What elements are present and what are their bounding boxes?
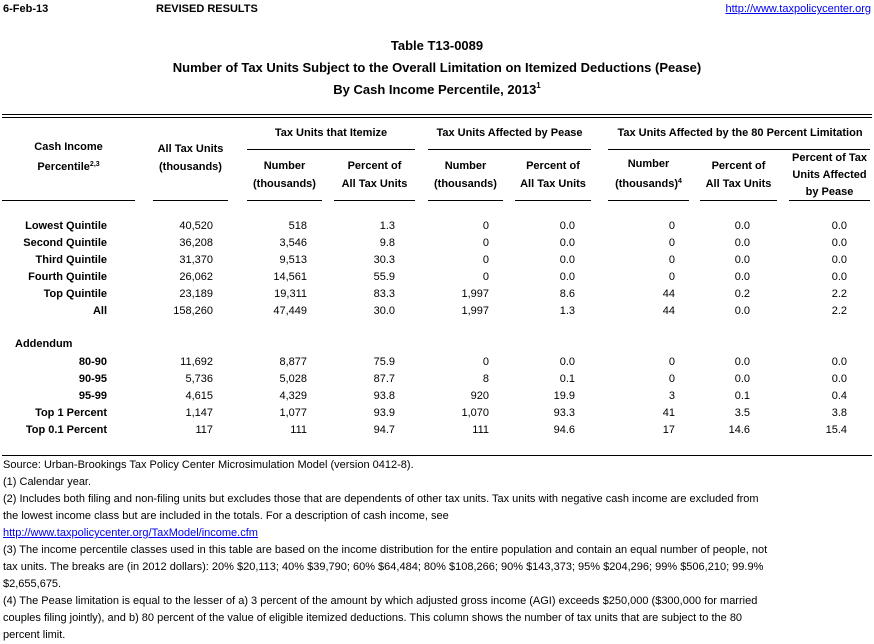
- cell-limit80-percent: 0.0: [734, 271, 750, 283]
- footnote-2-line1: (2) Includes both filing and non-filing units but excludes those that are dependents of other tax units. Tax units with negative cash income are excluded from: [3, 493, 759, 505]
- row-label: 80-90: [78, 356, 107, 368]
- number-header-line1: Number: [627, 158, 670, 170]
- cell-itemize-percent: 93.8: [373, 390, 395, 402]
- row-label: Top 1 Percent: [35, 407, 107, 419]
- row-label: 95-99: [78, 390, 107, 402]
- source-note: Source: Urban-Brookings Tax Policy Center Microsimulation Model (version 0412-8).: [3, 459, 414, 471]
- number-header-line2: [608, 173, 689, 193]
- addendum-label: Addendum: [15, 338, 73, 350]
- cell-percent-of-pease: 0.0: [831, 254, 847, 266]
- cell-limit80-percent: 14.6: [728, 424, 750, 436]
- cell-percent-of-pease: 0.0: [831, 220, 847, 232]
- row-label: 90-95: [78, 373, 107, 385]
- top-rule-1: [2, 114, 872, 115]
- cell-pease-percent: 0.1: [559, 373, 575, 385]
- row-label: Top 0.1 Percent: [25, 424, 107, 436]
- cell-itemize-number: 9,513: [279, 254, 307, 266]
- col-header-percentile: [2, 138, 135, 176]
- col-header-pease-percent: [515, 157, 591, 193]
- cell-pease-number: 1,997: [461, 305, 489, 317]
- cell-itemize-percent: 75.9: [373, 356, 395, 368]
- number-header-line2: (thousands): [434, 178, 497, 190]
- cell-all-tax-units: 36,208: [179, 237, 213, 249]
- cell-limit80-percent: 3.5: [734, 407, 750, 419]
- pct-pease-header-line2: Units Affected: [792, 169, 867, 181]
- cell-pease-number: 1,997: [461, 288, 489, 300]
- number-header-line1: Number: [444, 160, 487, 172]
- cell-pease-number: 920: [470, 390, 489, 402]
- col-header-itemize-number: [247, 157, 322, 193]
- cell-limit80-percent: 0.1: [734, 390, 750, 402]
- cell-itemize-number: 111: [290, 424, 307, 436]
- cell-percent-of-pease: 15.4: [825, 424, 847, 436]
- row-label: All: [92, 305, 107, 317]
- cell-pease-percent: 0.0: [559, 220, 575, 232]
- cell-limit80-number: 0: [668, 373, 675, 385]
- group-rule-pease: [428, 149, 591, 150]
- col-rule: [2, 200, 135, 201]
- cell-percent-of-pease: 0.0: [831, 373, 847, 385]
- col-header-percent-of-pease: [789, 150, 870, 201]
- cell-limit80-number: 44: [662, 305, 675, 317]
- footnote-ref-4: 4: [678, 178, 682, 185]
- cell-percent-of-pease: 2.2: [831, 288, 847, 300]
- cell-all-tax-units: 11,692: [180, 356, 213, 368]
- cell-pease-percent: 93.3: [553, 407, 575, 419]
- cell-percent-of-pease: 0.0: [831, 356, 847, 368]
- footnote-ref-2-3: 2,3: [89, 161, 100, 168]
- cell-percent-of-pease: 0.0: [831, 271, 847, 283]
- pct-pease-header-line3: by Pease: [805, 186, 854, 198]
- cell-all-tax-units: 40,520: [179, 220, 213, 232]
- cell-itemize-percent: 1.3: [379, 220, 395, 232]
- col-header-80-percent: [700, 157, 777, 193]
- cell-itemize-percent: 83.3: [373, 288, 395, 300]
- percent-header-line1: Percent of: [526, 160, 580, 172]
- number-header-text: (thousands): [615, 178, 679, 190]
- revised-results-label: REVISED RESULTS: [156, 3, 258, 15]
- footnote-4-line2: couples filing jointly), and b) 80 percent of the value of eligible itemized deductions. This column shows the number of tax units that are subject to the 80: [3, 612, 743, 624]
- col-header-all-tax-units: [153, 140, 228, 176]
- tpc-website-link[interactable]: http://www.taxpolicycenter.org: [725, 3, 871, 15]
- cell-percent-of-pease: 0.4: [831, 390, 847, 402]
- footnote-3-line1: (3) The income percentile classes used in this table are based on the income distribution for the entire population and contain an equal number of people, not: [3, 544, 768, 556]
- cell-pease-percent: 94.6: [553, 424, 575, 436]
- cell-itemize-percent: 9.8: [379, 237, 395, 249]
- row-label: Top Quintile: [43, 288, 107, 300]
- cell-limit80-percent: 0.0: [734, 220, 750, 232]
- cell-pease-percent: 8.6: [559, 288, 575, 300]
- col-header-itemize-percent: [334, 157, 415, 193]
- number-header-line2: (thousands): [253, 178, 316, 190]
- col-rule: [334, 200, 415, 201]
- percent-header-line1: Percent of: [347, 160, 402, 172]
- col-rule: [608, 200, 689, 201]
- cell-pease-number: 0: [482, 237, 489, 249]
- footnote-2-line2: the lowest income class but are included in the totals. For a description of cash income, see: [3, 510, 449, 522]
- number-header-line1: Number: [263, 160, 306, 172]
- cell-itemize-number: 5,028: [279, 373, 307, 385]
- cell-itemize-number: 4,329: [279, 390, 307, 402]
- cell-itemize-number: 3,546: [279, 237, 307, 249]
- footnote-4-line3: percent limit.: [3, 629, 66, 641]
- cell-pease-number: 0: [482, 220, 489, 232]
- cell-itemize-percent: 93.9: [373, 407, 395, 419]
- group-header-itemize: Tax Units that Itemize: [274, 127, 388, 139]
- cell-limit80-number: 0: [668, 254, 675, 266]
- cell-all-tax-units: 5,736: [185, 373, 213, 385]
- cell-all-tax-units: 26,062: [179, 271, 213, 283]
- footnote-4-line1: (4) The Pease limitation is equal to the lesser of a) 3 percent of the amount by which adjusted gross income (AGI) exceeds $250,000 ($300,000 for married: [3, 595, 758, 607]
- cell-limit80-percent: 0.0: [734, 254, 750, 266]
- table-id: Table T13-0089: [390, 38, 484, 53]
- cell-itemize-number: 19,311: [274, 288, 307, 300]
- footnote-ref-1: 1: [536, 81, 541, 90]
- table-subtitle: [0, 81, 874, 97]
- cell-pease-number: 0: [482, 271, 489, 283]
- row-label: Lowest Quintile: [25, 220, 107, 232]
- col-header-pease-number: [428, 157, 503, 193]
- cell-itemize-percent: 94.7: [373, 424, 395, 436]
- cell-limit80-number: 0: [668, 356, 675, 368]
- percentile-header-line2: [2, 156, 135, 176]
- cell-pease-percent: 0.0: [559, 356, 575, 368]
- cell-percent-of-pease: 0.0: [831, 237, 847, 249]
- footnote-3-line3: $2,655,675.: [3, 578, 62, 590]
- percent-header-line2: All Tax Units: [341, 178, 408, 190]
- percentile-header-line1: Cash Income: [34, 141, 103, 153]
- footnote-3-line2: tax units. The breaks are (in 2012 dollars): 20% $20,113; 40% $39,790; 60% $64,484; 80% $108,266; 90% $143,373; 95% $204,296; 99% $506,210; 99.9%: [3, 561, 764, 573]
- cell-limit80-number: 0: [668, 237, 675, 249]
- cell-all-tax-units: 4,615: [185, 390, 213, 402]
- cell-itemize-number: 14,561: [273, 271, 307, 283]
- cell-limit80-percent: 0.0: [734, 305, 750, 317]
- cell-limit80-percent: 0.2: [734, 288, 750, 300]
- cell-pease-number: 8: [482, 373, 489, 385]
- cell-itemize-percent: 30.0: [373, 305, 395, 317]
- cell-itemize-percent: 30.3: [373, 254, 395, 266]
- cell-itemize-number: 47,449: [273, 305, 307, 317]
- cell-pease-percent: 0.0: [559, 254, 575, 266]
- cell-limit80-percent: 0.0: [734, 373, 750, 385]
- cell-all-tax-units: 31,370: [179, 254, 213, 266]
- all-tax-units-line1: All Tax Units: [157, 143, 224, 155]
- pct-pease-header-line1: Percent of Tax: [792, 152, 867, 164]
- cell-pease-percent: 19.9: [553, 390, 575, 402]
- percent-header-line2: All Tax Units: [705, 178, 772, 190]
- cell-pease-number: 111: [472, 424, 489, 436]
- cell-percent-of-pease: 2.2: [831, 305, 847, 317]
- report-date: 6-Feb-13: [3, 3, 49, 15]
- row-label: Second Quintile: [23, 237, 107, 249]
- group-header-80-percent: Tax Units Affected by the 80 Percent Limitation: [617, 127, 863, 139]
- table-title: Number of Tax Units Subject to the Overall Limitation on Itemized Deductions (Pease): [172, 60, 702, 75]
- row-label: Third Quintile: [35, 254, 107, 266]
- group-rule-itemize: [247, 149, 415, 150]
- row-label: Fourth Quintile: [28, 271, 107, 283]
- cell-limit80-number: 0: [668, 220, 675, 232]
- footnote-1: (1) Calendar year.: [3, 476, 92, 488]
- cell-pease-number: 1,070: [461, 407, 489, 419]
- cell-all-tax-units: 117: [195, 424, 213, 436]
- cell-pease-number: 0: [482, 254, 489, 266]
- cell-all-tax-units: 23,189: [179, 288, 213, 300]
- percent-header-line2: All Tax Units: [520, 178, 586, 190]
- col-header-80-number: [608, 155, 689, 193]
- cell-itemize-percent: 55.9: [373, 271, 395, 283]
- cell-all-tax-units: 158,260: [173, 305, 213, 317]
- percent-header-line1: Percent of: [711, 160, 766, 172]
- cell-pease-percent: 0.0: [559, 271, 575, 283]
- cell-pease-percent: 1.3: [559, 305, 575, 317]
- cell-percent-of-pease: 3.8: [831, 407, 847, 419]
- cash-income-link[interactable]: http://www.taxpolicycenter.org/TaxModel/income.cfm: [3, 527, 258, 539]
- cell-limit80-number: 0: [668, 271, 675, 283]
- bottom-rule: [2, 455, 872, 456]
- cell-itemize-number: 518: [288, 220, 307, 232]
- cell-limit80-number: 3: [668, 390, 675, 402]
- group-header-pease: Tax Units Affected by Pease: [436, 127, 583, 139]
- cell-limit80-number: 17: [662, 424, 675, 436]
- col-rule: [789, 200, 870, 201]
- cell-limit80-number: 41: [662, 407, 675, 419]
- cell-pease-number: 0: [482, 356, 489, 368]
- percentile-header-text: Percentile: [37, 161, 90, 173]
- col-rule: [700, 200, 777, 201]
- cell-itemize-number: 1,077: [279, 407, 307, 419]
- cell-itemize-number: 8,877: [279, 356, 307, 368]
- cell-limit80-percent: 0.0: [734, 237, 750, 249]
- cell-itemize-percent: 87.7: [373, 373, 395, 385]
- cell-pease-percent: 0.0: [559, 237, 575, 249]
- top-rule-2: [2, 117, 872, 118]
- all-tax-units-line2: (thousands): [159, 161, 222, 173]
- cell-limit80-percent: 0.0: [734, 356, 750, 368]
- col-rule: [515, 200, 591, 201]
- subtitle-text: By Cash Income Percentile, 2013: [333, 82, 537, 97]
- col-rule: [428, 200, 503, 201]
- col-rule: [153, 200, 228, 201]
- cell-all-tax-units: 1,147: [185, 407, 213, 419]
- col-rule: [247, 200, 322, 201]
- cell-limit80-number: 44: [662, 288, 675, 300]
